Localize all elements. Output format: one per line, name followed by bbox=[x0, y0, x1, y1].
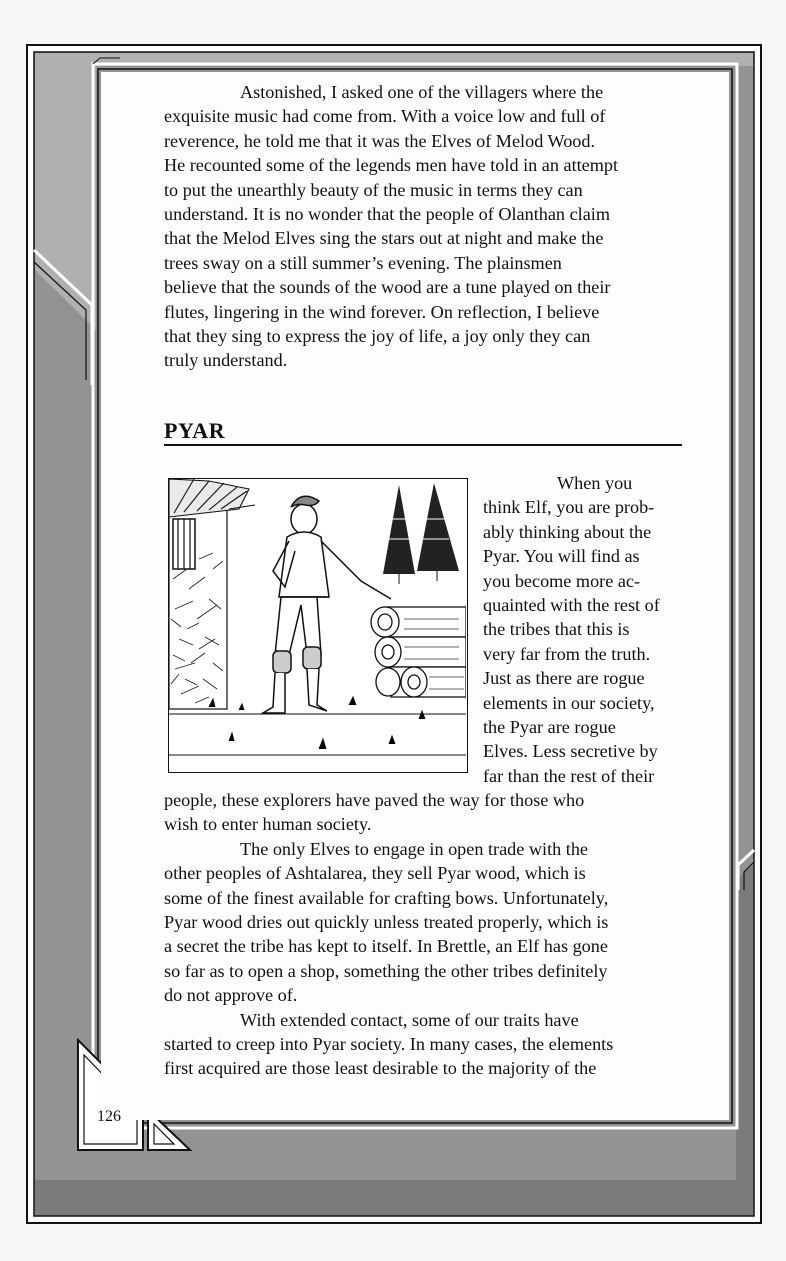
text-line: you become more ac- bbox=[483, 570, 641, 591]
text-line: trees sway on a still summer’s evening. The plainsmen bbox=[164, 252, 562, 273]
wrapped-paragraph bbox=[483, 471, 693, 788]
text-line: He recounted some of the legends men have told in an attempt bbox=[164, 155, 619, 176]
text-line: very far from the truth. bbox=[483, 643, 651, 664]
section-heading: PYAR bbox=[164, 418, 682, 446]
elf-leaning-on-logs-drawing bbox=[169, 479, 466, 771]
text-line: do not approve of. bbox=[164, 985, 298, 1006]
text-line: truly understand. bbox=[164, 350, 288, 371]
text-line: other peoples of Ashtalarea, they sell Pyar wood, which is bbox=[164, 863, 586, 884]
text-line: ably thinking about the bbox=[483, 521, 652, 542]
text-line: started to creep into Pyar society. In many cases, the elements bbox=[164, 1034, 614, 1055]
text-line: Pyar. You will find as bbox=[483, 546, 640, 567]
text-line: Pyar wood dries out quickly unless treated properly, which is bbox=[164, 912, 609, 933]
text-line: think Elf, you are prob- bbox=[483, 497, 655, 518]
text-line: flutes, lingering in the wind forever. On reflection, I believe bbox=[164, 301, 600, 322]
text-line: that the Melod Elves sing the stars out at night and make the bbox=[164, 228, 604, 249]
elf-illustration bbox=[168, 478, 468, 773]
text-line: The only Elves to engage in open trade with the bbox=[240, 838, 588, 859]
text-line: elements in our society, bbox=[483, 692, 655, 713]
text-line: people, these explorers have paved the way for those who bbox=[164, 790, 585, 810]
intro-paragraph bbox=[164, 80, 692, 373]
body-paragraphs bbox=[164, 788, 692, 1081]
text-line: Elves. Less secretive by bbox=[483, 741, 658, 762]
text-line: quainted with the rest of bbox=[483, 595, 660, 616]
text-line: wish to enter human society. bbox=[164, 814, 372, 835]
page-number: 126 bbox=[97, 1108, 121, 1125]
text-line: to put the unearthly beauty of the music in terms they can bbox=[164, 179, 583, 200]
text-line: that they sing to express the joy of life, a joy only they can bbox=[164, 326, 591, 347]
text-line: far than the rest of their bbox=[483, 765, 655, 786]
text-line: When you bbox=[557, 473, 633, 493]
text-line: With extended contact, some of our traits have bbox=[240, 1009, 579, 1030]
text-line: the Pyar are rogue bbox=[483, 717, 616, 738]
text-line: understand. It is no wonder that the people of Olanthan claim bbox=[164, 204, 610, 225]
text-line: Just as there are rogue bbox=[483, 668, 645, 689]
text-line: a secret the tribe has kept to itself. In Brettle, an Elf has gone bbox=[164, 936, 608, 957]
text-line: the tribes that this is bbox=[483, 619, 630, 640]
text-line: some of the finest available for crafting bows. Unfortunately, bbox=[164, 887, 609, 908]
text-line: first acquired are those least desirable to the majority of the bbox=[164, 1058, 597, 1079]
text-line: reverence, he told me that it was the Elves of Melod Wood. bbox=[164, 130, 596, 151]
text-line: so far as to open a shop, something the other tribes definitely bbox=[164, 960, 608, 981]
text-line: exquisite music had come from. With a voice low and full of bbox=[164, 106, 606, 127]
text-line: Astonished, I asked one of the villagers where the bbox=[240, 82, 604, 102]
text-line: believe that the sounds of the wood are a tune played on their bbox=[164, 277, 611, 298]
